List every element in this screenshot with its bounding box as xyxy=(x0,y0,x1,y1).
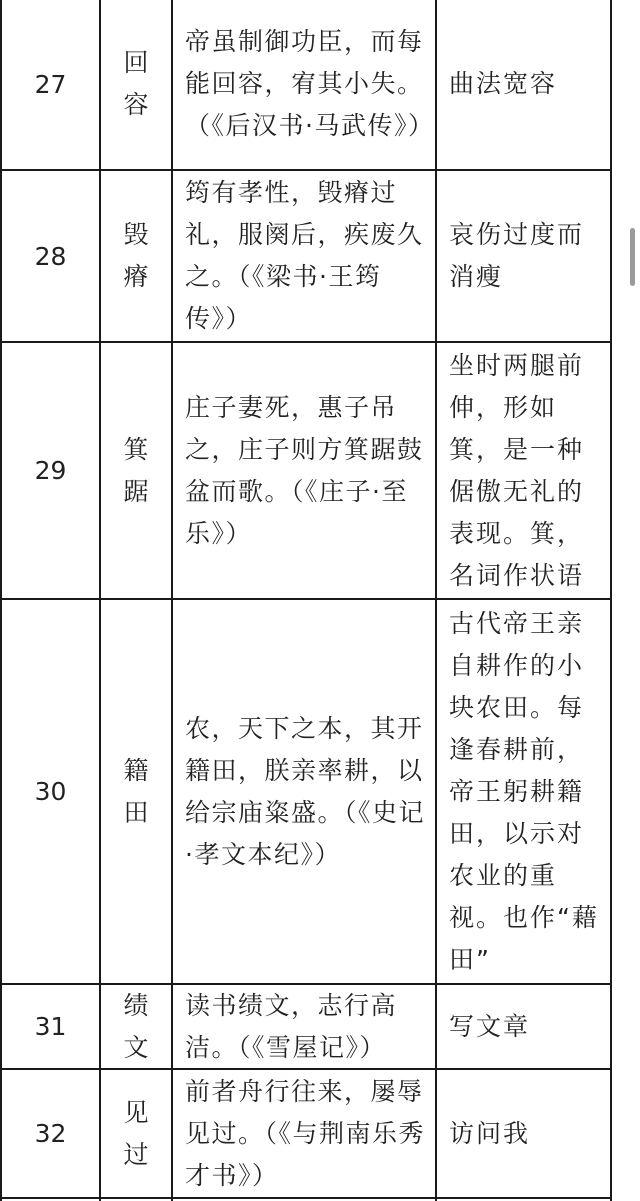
vocab-word xyxy=(101,0,171,169)
meaning xyxy=(437,343,610,598)
vocab-word-text: 毁瘠 xyxy=(123,220,149,291)
row-number: 27 xyxy=(34,69,67,99)
vocab-word-text: 绩文 xyxy=(123,990,149,1062)
row-number: 31 xyxy=(34,1012,67,1041)
example-text: 帝虽制御功臣，而每能回容，宥其小失。（《后汉书·马武传》） xyxy=(185,27,435,140)
row-number: 28 xyxy=(34,241,67,271)
meaning-text: 曲法宽容 xyxy=(449,69,558,98)
meaning-text: 哀伤过度而消瘦 xyxy=(449,220,585,291)
example-text: 读书绩文，志行高洁。（《雪屋记》） xyxy=(185,990,398,1062)
meaning-text: 写文章 xyxy=(449,1011,531,1041)
meaning xyxy=(437,600,610,983)
row-number: 32 xyxy=(34,1119,67,1148)
meaning xyxy=(437,1070,610,1197)
scrollbar-thumb[interactable] xyxy=(630,228,635,286)
vocab-word xyxy=(101,343,171,598)
meaning-text: 坐时两腿前伸，形如箕，是一种倨傲无礼的表现。箕，名词作状语 xyxy=(449,350,585,590)
vocab-word-text: 箕踞 xyxy=(123,434,149,506)
example-sentence xyxy=(173,1070,435,1197)
vocab-word xyxy=(101,600,171,983)
row-number: 29 xyxy=(34,456,67,485)
table-row xyxy=(0,1070,612,1197)
example-sentence xyxy=(173,171,435,341)
vocab-word-text: 籍田 xyxy=(123,755,149,827)
example-text: 农，天下之本，其开籍田，朕亲率耕，以给宗庙粢盛。（《史记·孝文本纪》） xyxy=(185,713,426,869)
table-row xyxy=(0,600,612,983)
table-row xyxy=(0,171,612,341)
vocab-word-text: 见过 xyxy=(123,1097,149,1169)
meaning-text: 访问我 xyxy=(449,1118,531,1148)
vocab-word xyxy=(101,171,171,341)
meaning-text: 古代帝王亲自耕作的小块农田。每逢春耕前，帝王躬耕籍田，以示对农业的重视。也作“藉田” xyxy=(449,608,599,974)
vocab-word-text: 回容 xyxy=(123,48,149,119)
table-row xyxy=(0,343,612,598)
vocab-word xyxy=(101,985,171,1068)
meaning xyxy=(437,171,610,341)
example-text: 庄子妻死，惠子吊之，庄子则方箕踞鼓盆而歌。（《庄子·至乐》） xyxy=(185,392,424,548)
table-border-bottom xyxy=(0,1197,612,1199)
vocab-word xyxy=(101,1070,171,1197)
example-sentence xyxy=(173,0,435,169)
table-row xyxy=(0,985,612,1068)
example-sentence xyxy=(173,343,435,598)
row-number: 30 xyxy=(34,777,67,806)
table-row xyxy=(0,0,612,169)
example-sentence xyxy=(173,600,435,983)
example-text: 前者舟行往来，屡辱见过。（《与荆南乐秀才书》） xyxy=(185,1076,426,1190)
meaning xyxy=(437,0,610,169)
example-text: 筠有孝性，毁瘠过礼，服阕后，疾废久之。（《梁书·王筠传》） xyxy=(185,178,424,333)
example-sentence xyxy=(173,985,435,1068)
meaning xyxy=(437,985,610,1068)
